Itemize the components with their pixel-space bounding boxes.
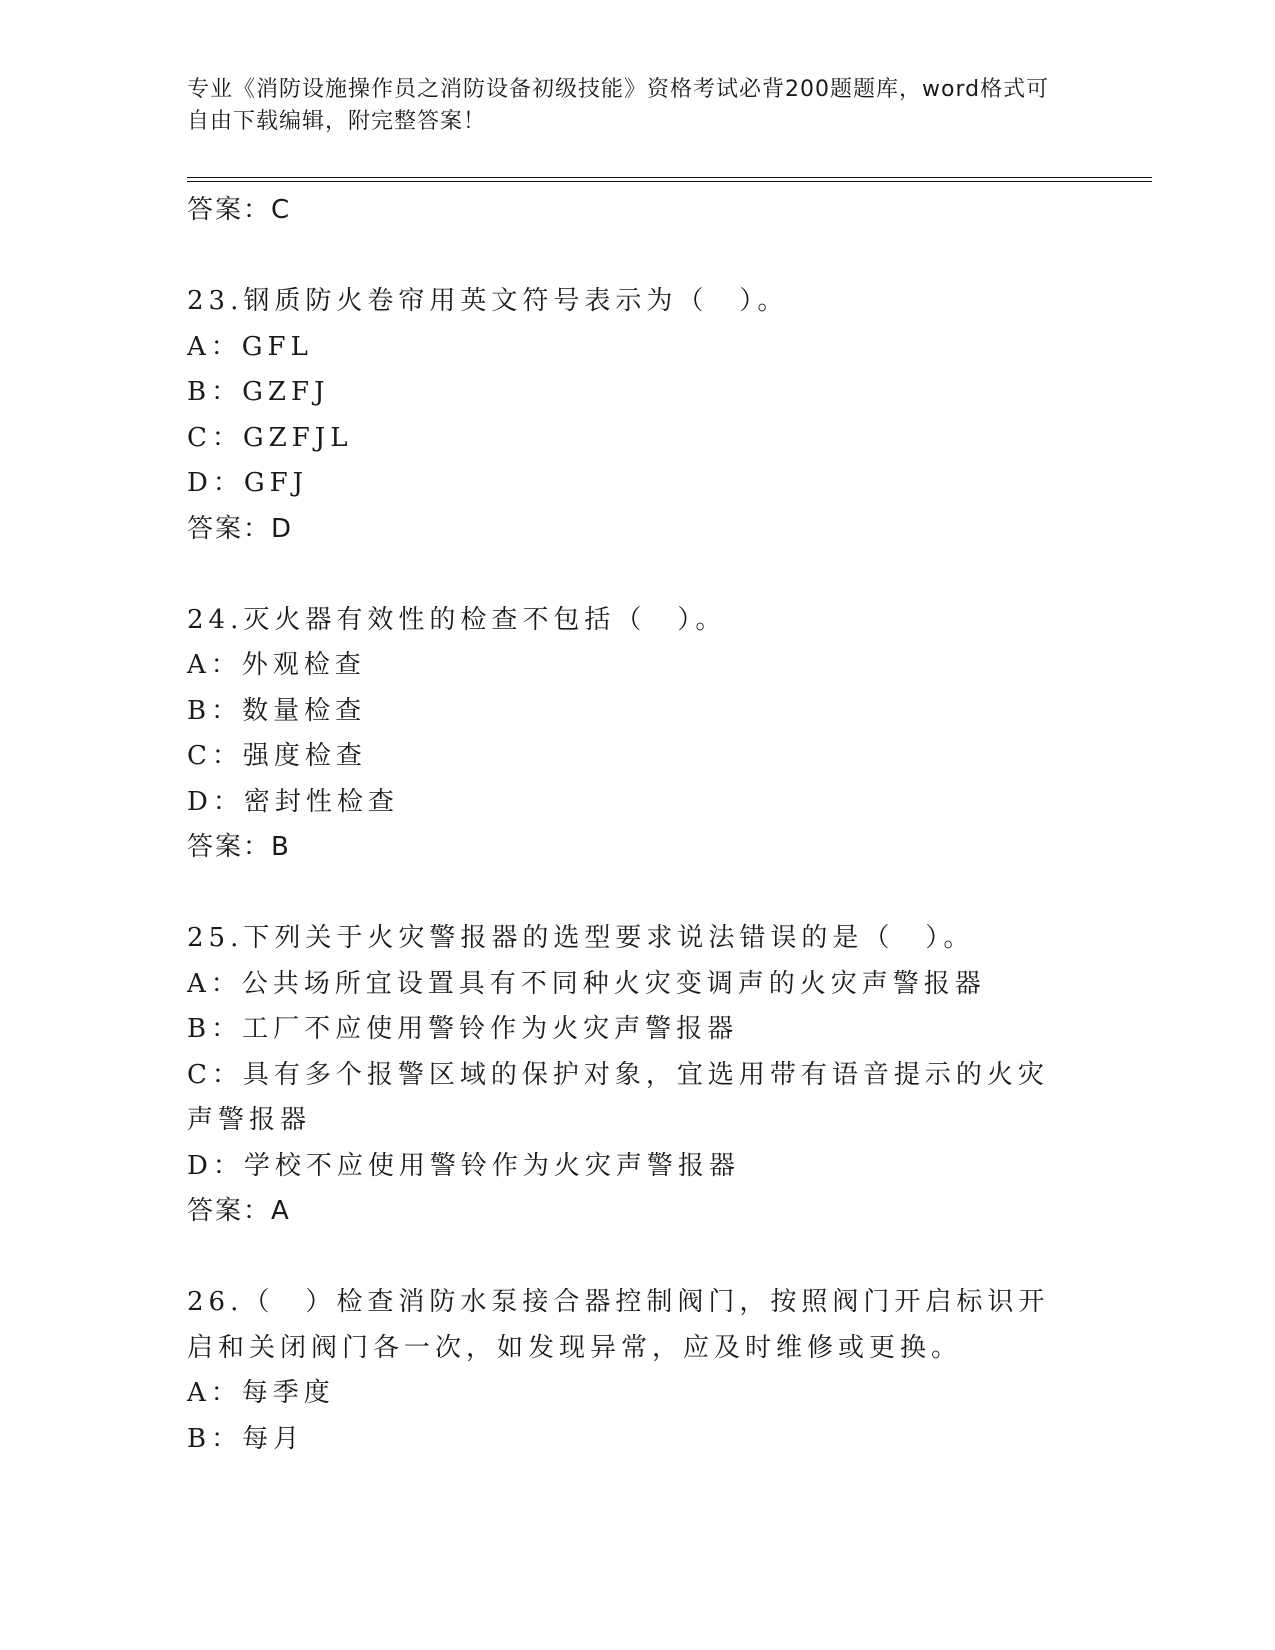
header-title: 专业《消防设施操作员之消防设备初级技能》资格考试必背200题题库，word格式可自由下载编辑，附完整答案！ bbox=[187, 77, 1050, 134]
spacer bbox=[187, 1235, 1087, 1281]
header-divider-top bbox=[187, 177, 1152, 178]
document-header bbox=[187, 74, 1067, 138]
header-divider-bottom bbox=[187, 181, 1152, 182]
option-c: C：GZFJL bbox=[187, 422, 353, 453]
option-b: B：每月 bbox=[187, 1423, 305, 1454]
option-a: A：公共场所宜设置具有不同种火灾变调声的火灾声警报器 bbox=[187, 968, 986, 999]
spacer bbox=[187, 234, 1087, 280]
option-d: D：密封性检查 bbox=[187, 786, 399, 817]
question-list bbox=[187, 188, 1087, 1462]
spacer bbox=[187, 871, 1087, 917]
option-b: B：数量检查 bbox=[187, 695, 367, 726]
spacer bbox=[187, 552, 1087, 598]
option-a: A：每季度 bbox=[187, 1378, 335, 1408]
option-a: A：外观检查 bbox=[187, 650, 366, 680]
answer-line: 答案：D bbox=[187, 513, 294, 544]
question-25 bbox=[187, 916, 1087, 1235]
option-b: B：GZFJ bbox=[187, 377, 330, 407]
option-a: A：GFL bbox=[187, 331, 313, 362]
question-stem: 23.钢质防火卷帘用英文符号表示为（ ）。 bbox=[187, 286, 789, 316]
option-c: C：具有多个报警区域的保护对象，宜选用带有语音提示的火灾声警报器 bbox=[187, 1059, 1049, 1135]
question-26 bbox=[187, 1280, 1087, 1462]
answer-line: 答案：A bbox=[187, 1196, 291, 1226]
question-stem: 24.灭火器有效性的检查不包括（ ）。 bbox=[187, 604, 727, 635]
option-d: D：学校不应使用警铃作为火灾声警报器 bbox=[187, 1150, 740, 1181]
answer-line: 答案：C bbox=[187, 195, 292, 225]
answer-line: 答案：B bbox=[187, 832, 291, 862]
option-d: D：GFJ bbox=[187, 468, 309, 498]
option-c: C：强度检查 bbox=[187, 741, 367, 771]
question-stem: 25.下列关于火灾警报器的选型要求说法错误的是（ ）。 bbox=[187, 923, 975, 953]
question-24 bbox=[187, 598, 1087, 871]
question-23 bbox=[187, 279, 1087, 552]
question-stem: 26.（ ）检查消防水泵接合器控制阀门，按照阀门开启标识开启和关闭阀门各一次，如发现异常，应及时维修或更换。 bbox=[187, 1287, 1050, 1363]
option-b: B：工厂不应使用警铃作为火灾声警报器 bbox=[187, 1014, 739, 1044]
